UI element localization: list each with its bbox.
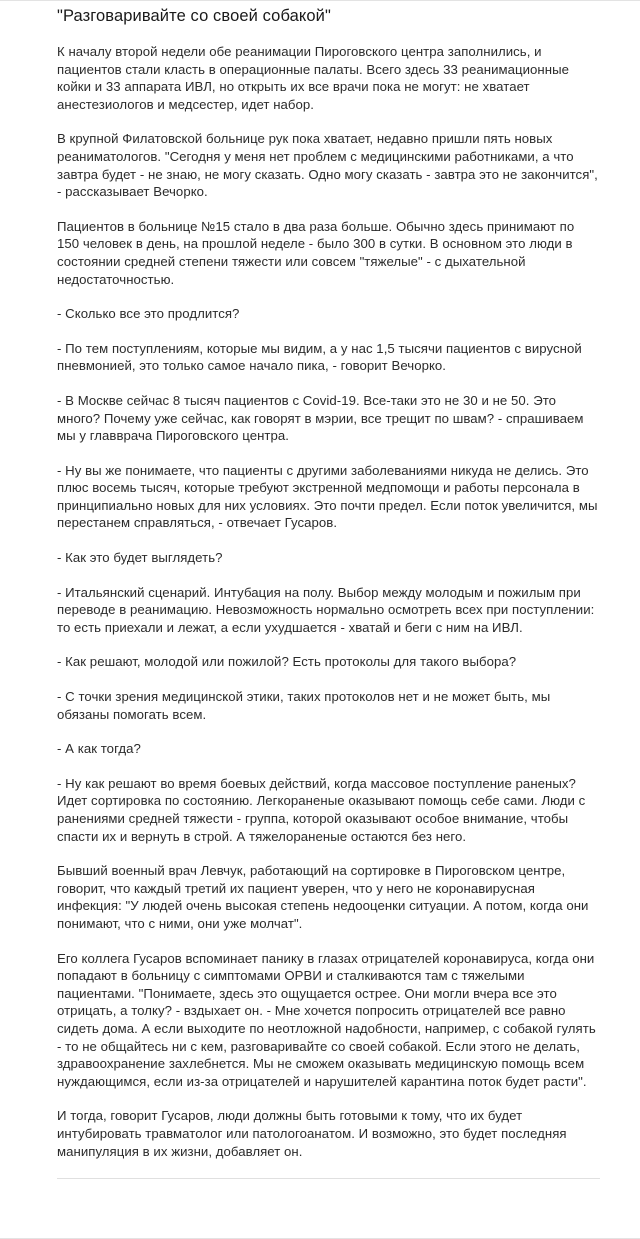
- article-paragraph: - Итальянский сценарий. Интубация на полу. Выбор между молодым и пожилым при переводе в реанимацию. Невозможность нормально осмотреть всех при поступлении: то есть приехали и лежат, а если ухудшается - хватай и беги с ним на ИВЛ.: [57, 584, 595, 635]
- page-title: "Разговаривайте со своей собакой": [57, 7, 331, 25]
- article-paragraph: И тогда, говорит Гусаров, люди должны быть готовыми к тому, что их будет интубировать травматолог или патологоанатом. И возможно, это будет последняя манипуляция в их жизни, добавляет он.: [57, 1108, 567, 1159]
- article-paragraph: - Как решают, молодой или пожилой? Есть протоколы для такого выбора?: [57, 654, 517, 670]
- article-paragraph: - Ну вы же понимаете, что пациенты с другими заболеваниями никуда не делись. Это плюс восемь тысяч, которые требуют экстренной медпомощи и работы персонала в принципиально новых для них условиях. Это почти предел. Если поток увеличится, мы перестанем справляться, - отвечает Гусаров.: [57, 462, 598, 531]
- article-paragraph: Его коллега Гусаров вспоминает панику в глазах отрицателей коронавируса, когда они попадают в больницу с симптомами ОРВИ и сталкиваются там с тяжелыми пациентами. "Понимаете, здесь это ощущается острее. Они могли вчера все это отрицать, а толку? - вздыхает он. - Мне хочется попросить отрицателей все равно сидеть дома. А если выходите по неотложной надобности, например, с собакой гулять - то не общайтесь ни с кем, разговаривайте со своей собакой. Если этого не делать, здравоохранение захлебнется. Мы не сможем оказывать медицинскую помощь всем нуждающимся, если из-за отрицателей и нарушителей карантина поток будет расти".: [57, 950, 596, 1089]
- article-paragraph: К началу второй недели обе реанимации Пироговского центра заполнились, и пациентов стали класть в операционные палаты. Всего здесь 33 реанимационные койки и 33 аппарата ИВЛ, но открыть их все врачи пока не могут: не хватает анестезиологов и медсестер, идет набор.: [57, 44, 569, 112]
- article-paragraph: - По тем поступлениям, которые мы видим, а у нас 1,5 тысячи пациентов с вирусной пневмонией, это только самое начало пика, - говорит Вечорко.: [57, 340, 582, 374]
- article-paragraph: В крупной Филатовской больнице рук пока хватает, недавно пришли пять новых реаниматологов. "Сегодня у меня нет проблем с медицинскими работниками, а что завтра будет - не знаю, не могу сказать. Одно могу сказать - завтра это не закончится", - рассказывает Вечорко.: [57, 131, 598, 200]
- article-paragraph: - Сколько все это продлится?: [57, 306, 240, 322]
- article-content: [0, 1, 640, 1160]
- article-paragraph: Бывший военный врач Левчук, работающий на сортировке в Пироговском центре, говорит, что каждый третий их пациент уверен, что у него не коронавирусная инфекция: "У людей очень высокая степень недооценки ситуации. А потом, когда они понимают, что с ними, они уже молчат".: [57, 863, 589, 931]
- footer-divider: [57, 1178, 600, 1179]
- article-paragraph: - А как тогда?: [57, 741, 141, 757]
- article-paragraph: Пациентов в больнице №15 стало в два раза больше. Обычно здесь принимают по 150 человек в день, на прошлой неделе - было 300 в сутки. В основном это люди в состоянии средней степени тяжести или совсем "тяжелые" - с дыхательной недостаточностью.: [57, 218, 575, 287]
- article-paragraph: - С точки зрения медицинской этики, таких протоколов нет и не может быть, мы обязаны помогать всем.: [57, 689, 551, 722]
- article-paragraph: - Ну как решают во время боевых действий, когда массовое поступление раненых? Идет сортировка по состоянию. Легкораненые оказывают помощь себе сами. Люди с ранениями средней тяжести - группа, которой оказывают особое внимание, чтобы спасти их и вернуть в строй. А тяжелораненые остаются без него.: [57, 775, 586, 844]
- article-paragraph: - Как это будет выглядеть?: [57, 550, 223, 566]
- article-body: [57, 43, 600, 1160]
- article-paragraph: - В Москве сейчас 8 тысяч пациентов с Covid-19. Все-таки это не 30 и не 50. Это много? Почему уже сейчас, как говорят в мэрии, все трещит по швам? - спрашиваем мы у главврача Пироговского центра.: [57, 392, 584, 444]
